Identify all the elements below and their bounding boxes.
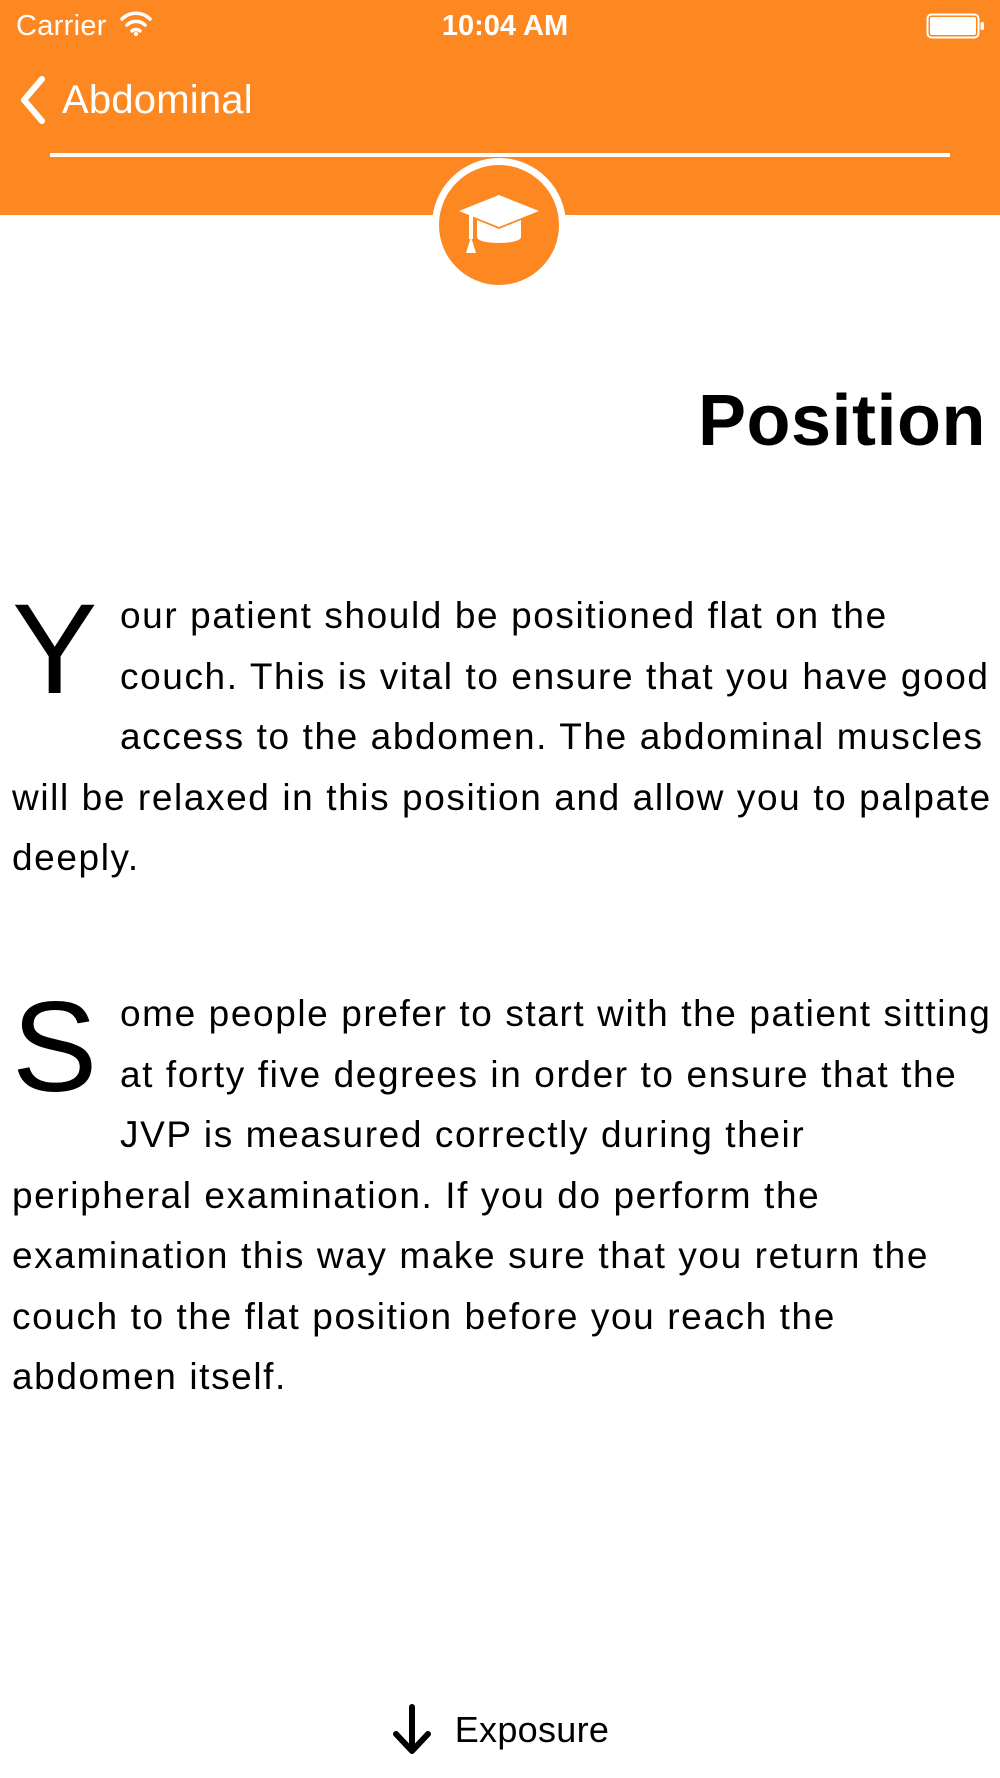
header-divider: [50, 153, 950, 157]
carrier-label: Carrier: [16, 10, 107, 42]
body-paragraph: [12, 976, 992, 1408]
paragraph-text: ome people prefer to start with the patient sitting at forty five degrees in order to ensure that the JVP is measured correctly during their peripheral examination. If you do perform the examination this way make sure that you return the couch to the flat position before you reach the abdomen itself.: [12, 993, 992, 1397]
status-time: 10:04 AM: [441, 10, 569, 42]
battery-icon: [926, 13, 986, 39]
drop-cap: Y: [12, 578, 99, 721]
chevron-left-icon: [18, 75, 48, 125]
back-button-label: Abdominal: [62, 77, 253, 122]
page-title: Position: [698, 381, 986, 461]
next-section-button[interactable]: [0, 1700, 1000, 1760]
graduation-cap-icon: [457, 193, 541, 257]
paragraph-text: our patient should be positioned flat on the couch. This is vital to ensure that you have good access to the abdomen. The abdominal muscles will be relaxed in this position and allow you to palpate deeply.: [12, 595, 992, 878]
status-bar: [0, 0, 1000, 50]
next-section-label: Exposure: [454, 1709, 610, 1750]
back-button[interactable]: [18, 72, 253, 128]
drop-cap: S: [12, 976, 99, 1119]
education-badge: [432, 158, 566, 292]
body-paragraph: [12, 578, 992, 889]
arrow-down-icon: [391, 1704, 433, 1756]
